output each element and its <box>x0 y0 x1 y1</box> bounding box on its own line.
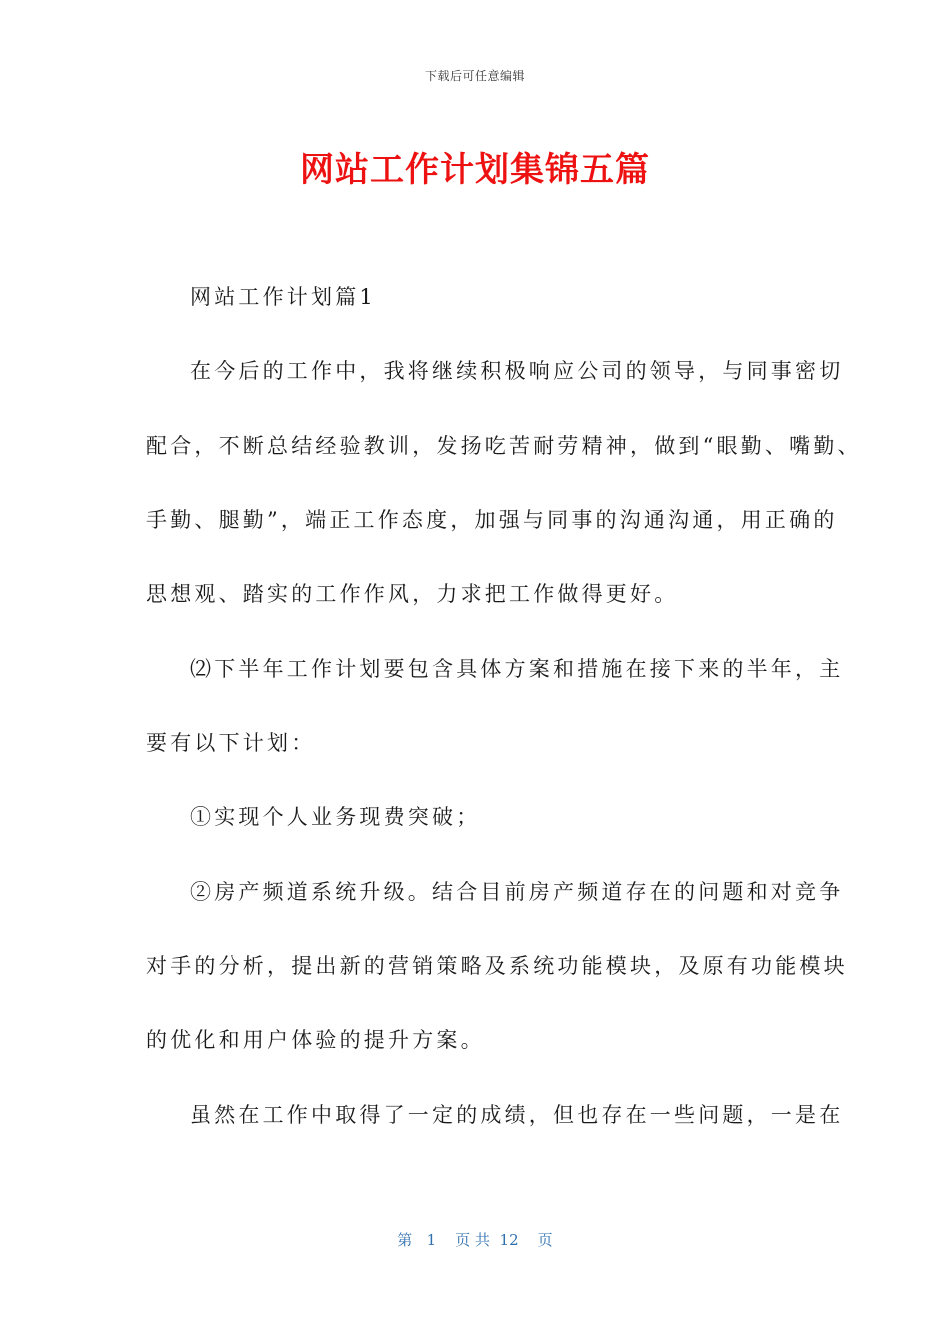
paragraph-line: 对手的分析，提出新的营销策略及系统功能模块，及原有功能模块 <box>146 954 848 978</box>
page-number-footer: 第 1 页 共 12 页 <box>397 1231 553 1249</box>
paragraph-line: 配合，不断总结经验教训，发扬吃苦耐劳精神，做到“眼勤、嘴勤、 <box>146 434 862 458</box>
paragraph-line: 手勤、腿勤”，端正工作态度，加强与同事的沟通沟通，用正确的 <box>146 508 838 532</box>
paragraph-line: 虽然在工作中取得了一定的成绩，但也存在一些问题，一是在 <box>190 1103 844 1127</box>
list-item: ②房产频道系统升级。结合目前房产频道存在的问题和对竞争 <box>190 880 844 904</box>
paragraph-line: 的优化和用户体验的提升方案。 <box>146 1028 485 1052</box>
list-item: ①实现个人业务现费突破； <box>190 805 481 829</box>
document-title: 网站工作计划集锦五篇 <box>300 150 650 190</box>
paragraph-line: 在今后的工作中，我将继续积极响应公司的领导，与同事密切 <box>190 359 844 383</box>
header-note: 下载后可任意编辑 <box>424 69 525 83</box>
paragraph-line: ⑵下半年工作计划要包含具体方案和措施在接下来的半年，主 <box>190 657 844 681</box>
paragraph-line: 要有以下计划： <box>146 731 316 755</box>
paragraph-line: 思想观、踏实的工作作风，力求把工作做得更好。 <box>146 582 679 606</box>
section-heading: 网站工作计划篇1 <box>190 285 376 309</box>
